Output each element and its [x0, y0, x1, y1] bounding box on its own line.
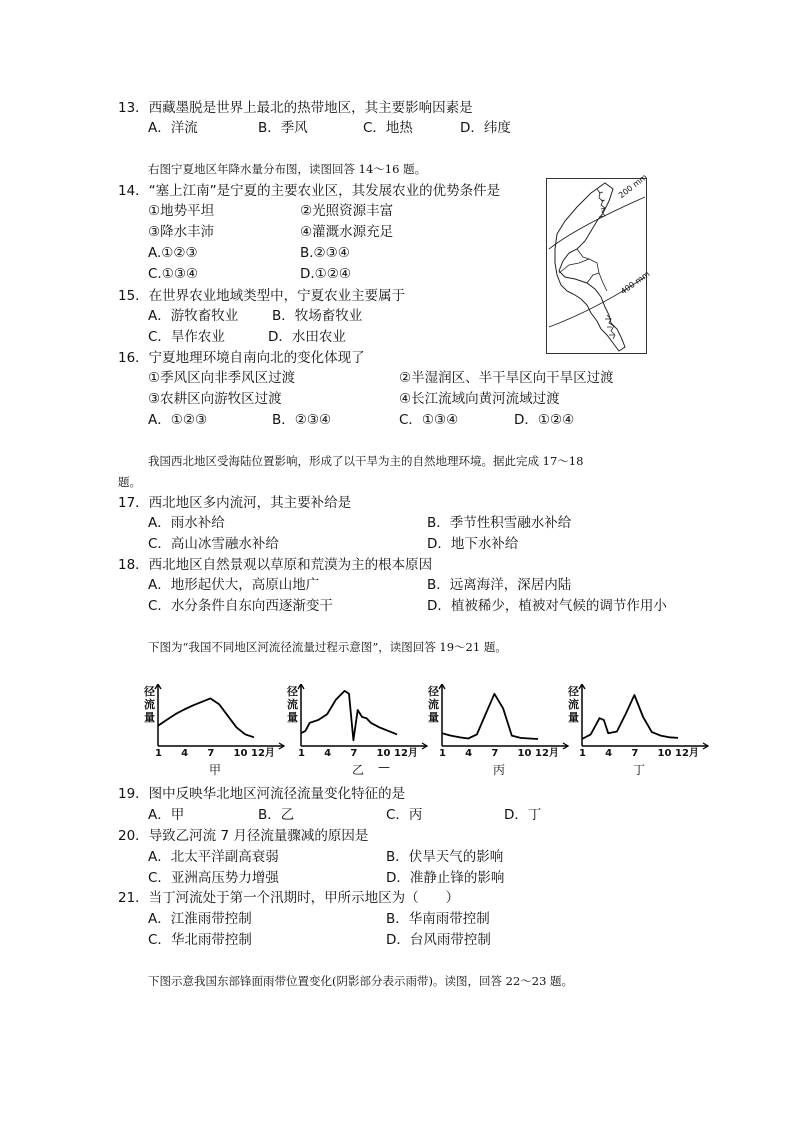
runoff-chart-2 [428, 684, 570, 782]
y-axis-label-char: 径 [428, 685, 439, 698]
runoff-series-line [158, 698, 254, 737]
x-tick-label: 1 [155, 748, 162, 759]
dash-mark: — [378, 760, 390, 774]
q17-option-c: C．高山冰雪融水补给 [148, 536, 279, 552]
intro-22-23: 下图示意我国东部锋面雨带位置变化(阴影部分表示雨带)。读图，回答 22～23 题。 [148, 974, 574, 988]
internal-boundary-3 [577, 249, 589, 259]
q20-option-b: B．伏旱天气的影响 [386, 849, 504, 865]
q16-option-c: C．①③④ [399, 412, 459, 428]
q20-stem: 20．导致乙河流 7 月径流量骤减的原因是 [118, 828, 369, 844]
q20-option-a: A．北太平洋副高衰弱 [148, 849, 279, 865]
province-outline [555, 183, 625, 351]
isohyet-400-label: 400 mm [619, 269, 652, 297]
q16-item-1: ①季风区向非季风区过渡 [148, 370, 296, 386]
runoff-series-line [582, 695, 678, 739]
q16-option-a: A．①②③ [148, 412, 208, 428]
q20-option-d: D．准静止锋的影响 [386, 870, 505, 886]
q15-option-c: C．旱作农业 [148, 329, 225, 345]
q14-stem: 14．“塞上江南”是宁夏的主要农业区，其发展农业的优势条件是 [118, 183, 501, 199]
y-axis-label-char: 径 [568, 685, 579, 698]
q18-option-d: D．植被稀少，植被对气候的调节作用小 [427, 598, 667, 614]
y-axis-label-char: 量 [287, 711, 298, 724]
q14-option-a: A.①②③ [148, 245, 198, 261]
q18-option-b: B．远离海洋，深居内陆 [427, 577, 572, 593]
x-tick-label: 12月 [251, 748, 275, 759]
y-axis-label-char: 量 [428, 711, 439, 724]
y-axis-label-char: 流 [568, 698, 579, 711]
q16-option-b: B．②③④ [272, 412, 332, 428]
q19-option-c: C．丙 [386, 807, 423, 823]
y-axis-label-char: 径 [287, 685, 298, 698]
mountain-ticks-north [599, 192, 605, 217]
q16-item-2: ②半湿润区、半干旱区向干旱区过渡 [399, 370, 614, 386]
intro-19-21: 下图为“我国不同地区河流径流量过程示意图”，读图回答 19～21 题。 [148, 640, 507, 654]
y-axis-label-char: 流 [287, 698, 298, 711]
x-tick-label: 4 [465, 748, 473, 759]
x-tick-label: 12月 [535, 748, 559, 759]
y-axis-label-char: 流 [428, 698, 439, 711]
q20-option-c: C．亚洲高压势力增强 [148, 870, 279, 886]
q21-stem: 21．当丁河流处于第一个汛期时，甲所示地区为（ ） [118, 890, 460, 906]
ningxia-precipitation-map [546, 172, 652, 354]
y-axis-label-char: 量 [568, 711, 579, 724]
x-tick-label: 7 [631, 748, 639, 759]
q15-stem: 15．在世界农业地域类型中，宁夏农业主要属于 [118, 288, 406, 304]
chart-name: 乙 [352, 763, 365, 777]
map-drawing [547, 179, 646, 353]
q17-option-a: A．雨水补给 [148, 515, 225, 531]
q18-option-a: A．地形起伏大，高原山地广 [148, 577, 320, 593]
x-tick-label: 4 [324, 748, 332, 759]
q14-option-b: B.②③④ [300, 245, 350, 261]
q17-stem: 17．西北地区多内流河，其主要补给是 [118, 495, 352, 511]
x-tick-label: 4 [181, 748, 189, 759]
intro-14-16: 右图宁夏地区年降水量分布图，读图回答 14～16 题。 [148, 162, 427, 176]
q19-option-a: A．甲 [148, 807, 185, 823]
q14-item-1: ①地势平坦 [148, 203, 215, 219]
q15-option-a: A．游牧畜牧业 [148, 308, 239, 324]
q13-option-d: D．纬度 [460, 120, 511, 136]
chart-name: 甲 [209, 763, 222, 777]
q14-item-4: ④灌溉水源充足 [300, 224, 394, 240]
internal-boundary-1 [559, 259, 607, 291]
q13-option-a: A．洋流 [148, 120, 198, 136]
isohyet-200-label: 200 mm [617, 172, 649, 201]
x-tick-label: 7 [207, 748, 215, 759]
q16-option-d: D．①②④ [514, 412, 575, 428]
q19-option-b: B．乙 [258, 807, 295, 823]
runoff-chart-3 [568, 684, 710, 782]
q15-option-d: D．水田农业 [268, 329, 346, 345]
q13-stem: 13．西藏墨脱是世界上最北的热带地区，其主要影响因素是 [118, 100, 473, 116]
q16-stem: 16．宁夏地理环境自南向北的变化体现了 [118, 350, 365, 366]
chart-name: 丙 [493, 763, 506, 777]
x-tick-label: 10 [233, 748, 248, 759]
y-axis-label-char: 流 [144, 698, 155, 711]
x-tick-label: 12月 [675, 748, 699, 759]
x-tick-label: 7 [491, 748, 499, 759]
chart-name: 丁 [633, 763, 646, 777]
q19-option-d: D．丁 [504, 807, 542, 823]
x-tick-label: 1 [439, 748, 446, 759]
q14-item-2: ②光照资源丰富 [300, 203, 394, 219]
x-tick-label: 10 [376, 748, 391, 759]
q21-option-b: B．华南雨带控制 [386, 911, 490, 927]
x-tick-label: 12月 [394, 748, 418, 759]
intro-17-18-line2: 题。 [118, 475, 141, 489]
runoff-chart-1 [287, 684, 429, 782]
y-axis-label-char: 径 [144, 685, 155, 698]
x-tick-label: 10 [657, 748, 672, 759]
x-tick-label: 1 [298, 748, 305, 759]
q21-option-a: A．江淮雨带控制 [148, 911, 252, 927]
q16-item-4: ④长江流域向黄河流域过渡 [399, 391, 560, 407]
q21-option-c: C．华北雨带控制 [148, 932, 252, 948]
q19-stem: 19．图中反映华北地区河流径流量变化特征的是 [118, 786, 406, 802]
internal-boundary-2 [587, 273, 599, 283]
q21-option-d: D．台风雨带控制 [386, 932, 491, 948]
runoff-series-line [442, 694, 538, 739]
q14-option-d: D.①②④ [300, 266, 351, 282]
x-tick-label: 10 [517, 748, 532, 759]
q17-option-d: D．地下水补给 [427, 536, 519, 552]
q17-option-b: B．季节性积雪融水补给 [427, 515, 572, 531]
y-axis-label-char: 量 [144, 711, 155, 724]
x-tick-label: 4 [605, 748, 613, 759]
q14-option-c: C.①③④ [148, 266, 199, 282]
q16-item-3: ③农耕区向游牧区过渡 [148, 391, 282, 407]
q13-option-b: B．季风 [258, 120, 308, 136]
runoff-series-line [301, 691, 397, 740]
q18-option-c: C．水分条件自东向西逐渐变干 [148, 598, 333, 614]
intro-17-18-line1: 我国西北地区受海陆位置影响，形成了以干旱为主的自然地理环境。据此完成 17～18 [148, 454, 584, 468]
x-tick-label: 7 [350, 748, 358, 759]
q13-option-c: C．地热 [363, 120, 413, 136]
q18-stem: 18．西北地区自然景观以草原和荒漠为主的根本原因 [118, 557, 433, 573]
q15-option-b: B．牧场畜牧业 [272, 308, 363, 324]
runoff-chart-0 [144, 684, 286, 782]
x-tick-label: 1 [579, 748, 586, 759]
q14-item-3: ③降水丰沛 [148, 224, 215, 240]
